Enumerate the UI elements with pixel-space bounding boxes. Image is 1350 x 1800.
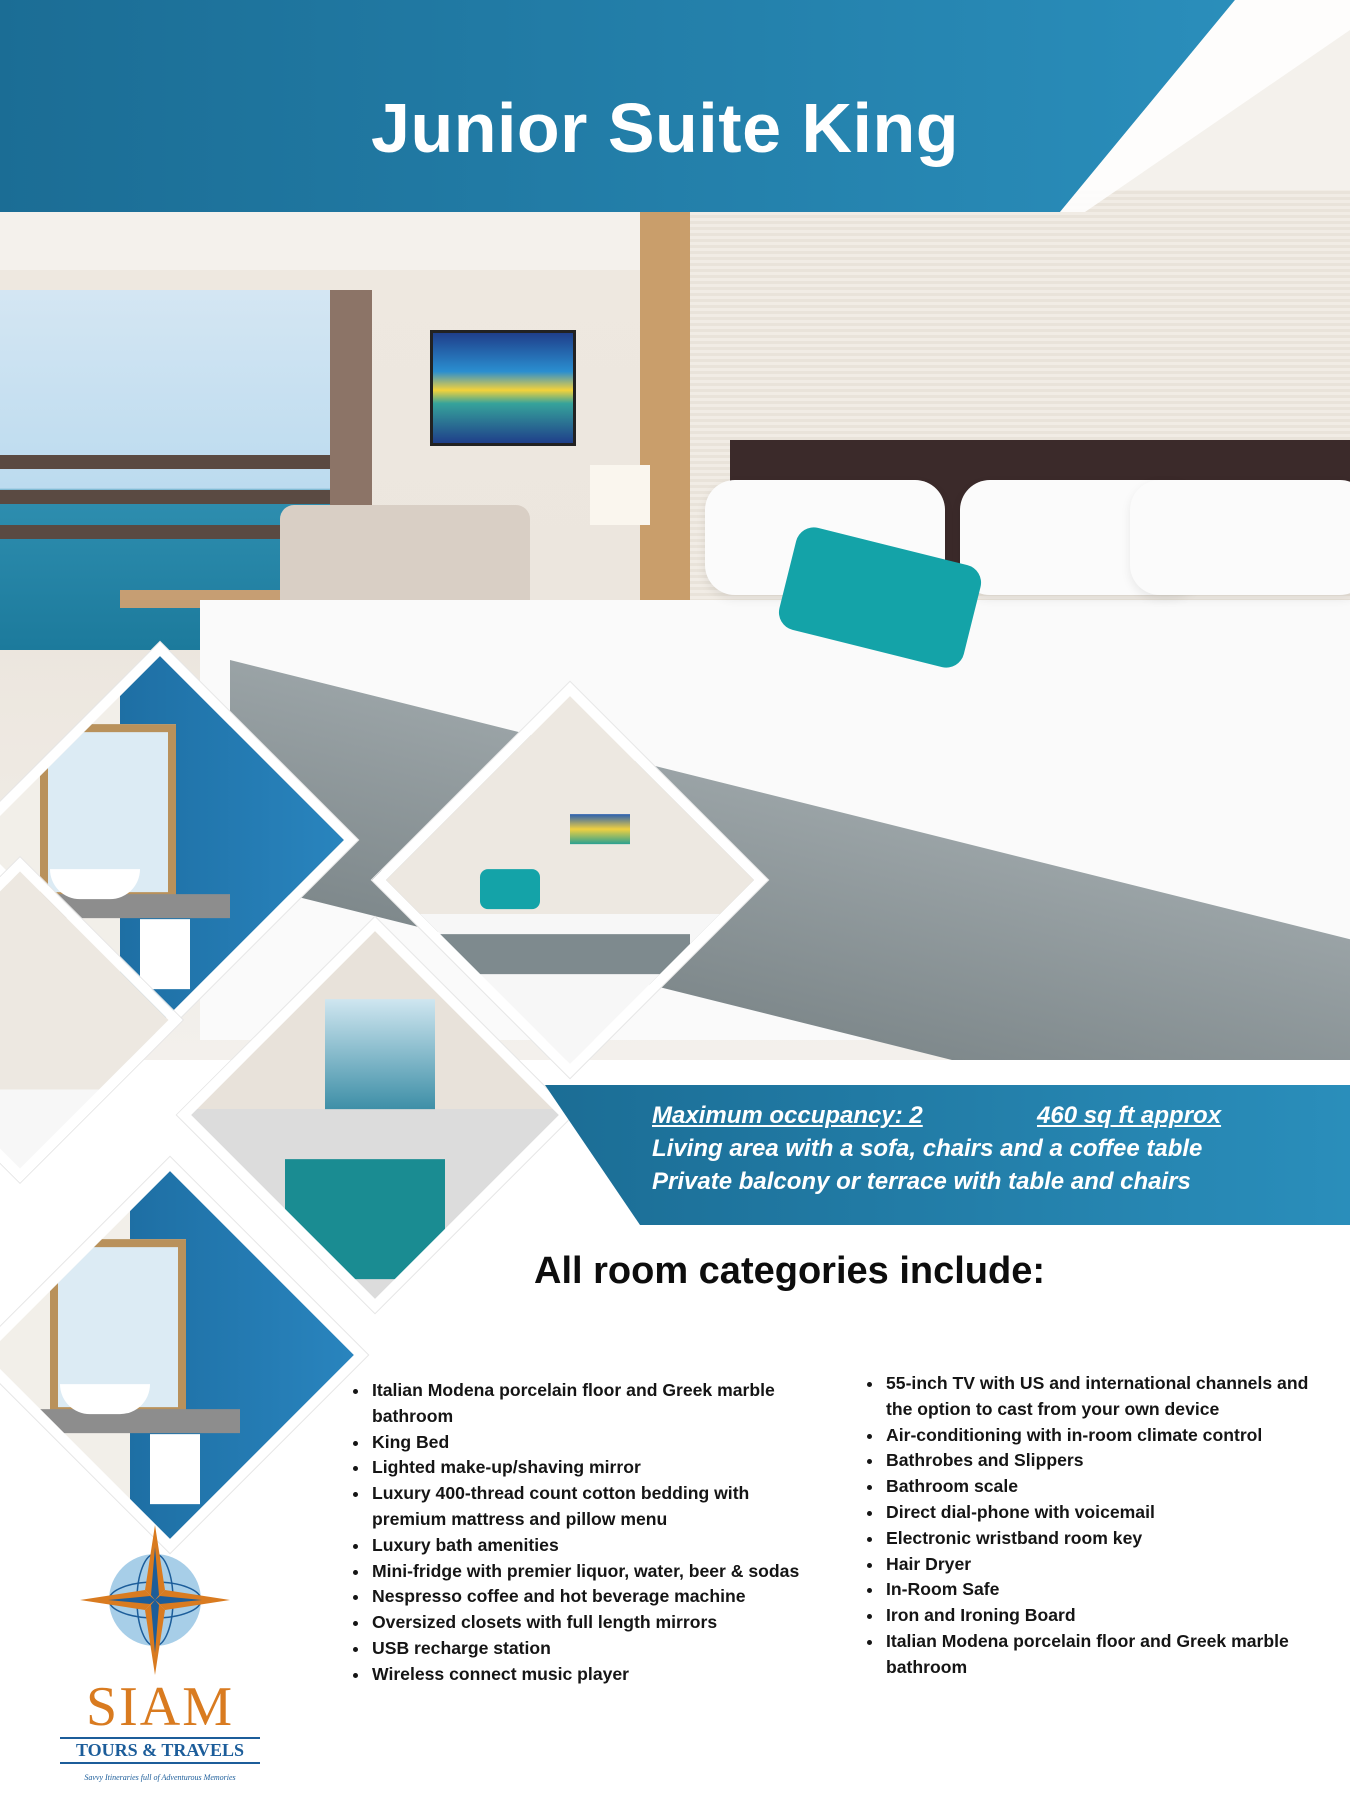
photo-lamp	[590, 465, 650, 525]
amenity-item: • In-Room Safe	[884, 1577, 1324, 1603]
amenity-item: • Luxury 400-thread count cotton bedding with premium mattress and pillow menu	[370, 1481, 800, 1533]
amenity-item: • Oversized closets with full length mirrors	[370, 1610, 800, 1636]
amenity-item: • King Bed	[370, 1430, 800, 1456]
photo-sofa	[280, 505, 530, 615]
photo-railing	[0, 490, 330, 504]
amenity-item: • Nespresso coffee and hot beverage machine	[370, 1584, 800, 1610]
occupancy-text: Maximum occupancy: 2	[652, 1102, 923, 1129]
logo-tagline: Savvy Itineraries full of Adventurous Memories	[84, 1773, 236, 1782]
amenity-item: • Direct dial-phone with voicemail	[884, 1500, 1324, 1526]
amenity-item: • Air-conditioning with in-room climate control	[884, 1423, 1324, 1449]
amenity-item: • 55-inch TV with US and international channels and the option to cast from your own device	[884, 1371, 1324, 1423]
amenity-item: • Luxury bath amenities	[370, 1533, 800, 1559]
amenities-list-right	[864, 1371, 1324, 1681]
amenity-item: • Italian Modena porcelain floor and Greek marble bathroom	[884, 1629, 1324, 1681]
logo-name: SIAM	[85, 1676, 235, 1738]
room-size-text: 460 sq ft approx	[1037, 1102, 1222, 1129]
amenity-item: • Lighted make-up/shaving mirror	[370, 1455, 800, 1481]
amenities-heading: All room categories include:	[534, 1250, 1045, 1292]
photo-wood-column	[640, 210, 690, 630]
photo-wall-art	[430, 330, 576, 446]
amenity-item: • Mini-fridge with premier liquor, water, beer & sodas	[370, 1559, 800, 1585]
company-logo	[60, 1525, 260, 1795]
page-title: Junior Suite King	[371, 89, 959, 167]
amenity-item: • Italian Modena porcelain floor and Greek marble bathroom	[370, 1378, 800, 1430]
compass-globe-icon	[60, 1525, 260, 1685]
amenity-item: • Iron and Ironing Board	[884, 1603, 1324, 1629]
amenity-item: • USB recharge station	[370, 1636, 800, 1662]
photo-pillow	[1130, 480, 1350, 595]
logo-subtitle: TOURS & TRAVELS	[60, 1737, 260, 1764]
amenity-item: • Wireless connect music player	[370, 1662, 800, 1688]
amenity-item: • Hair Dryer	[884, 1552, 1324, 1578]
amenity-item: • Bathroom scale	[884, 1474, 1324, 1500]
living-area-text: Living area with a sofa, chairs and a coffee table	[652, 1135, 1203, 1162]
balcony-text: Private balcony or terrace with table and chairs	[652, 1168, 1191, 1195]
photo-railing	[0, 455, 330, 469]
amenity-item: • Bathrobes and Slippers	[884, 1448, 1324, 1474]
amenity-item: • Electronic wristband room key	[884, 1526, 1324, 1552]
amenities-list-left	[350, 1378, 800, 1688]
